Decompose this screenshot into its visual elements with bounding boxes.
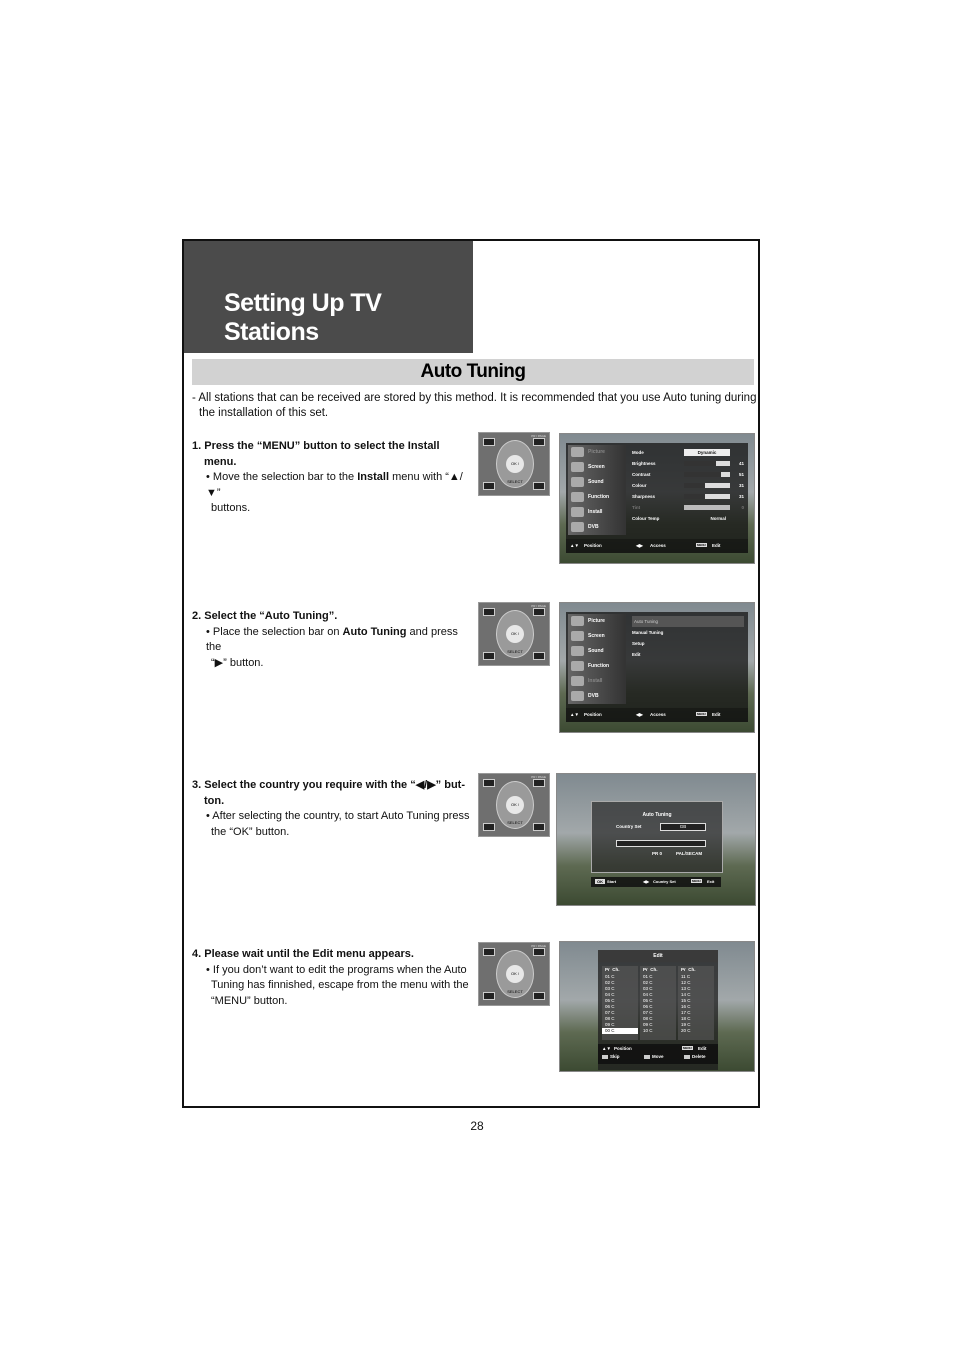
col-ch: Ch. [612,967,620,972]
level-bar [684,461,730,466]
ok-button-icon: OK / SELECT [506,796,524,814]
dialog-title: Auto Tuning [642,812,672,818]
osd-menu-panel [566,443,748,539]
vol-up-icon [533,948,545,956]
page-title: Setting Up TV Stations [224,289,382,346]
sidebar-item-function: Function [568,659,626,674]
vol-down-icon [533,482,545,490]
col-pr: Pr [681,967,686,972]
list-item: 20 C [681,1028,691,1033]
pr-up-icon [483,948,495,956]
list-item: 13 C [681,986,691,991]
country-label: Country Set [616,824,642,829]
section-bar [192,359,754,385]
col-ch: Ch. [650,967,658,972]
hint-position: Position [614,1046,632,1051]
menu-sidebar [568,445,626,535]
edit-column-2 [640,966,676,1040]
step-4 [192,947,474,1009]
list-item: 08 C [605,1016,615,1021]
hint-access: Access [650,543,666,548]
level-fill [684,461,716,466]
pr-up-icon [483,608,495,616]
pr-readout [652,851,662,856]
sidebar-item-install: Install [568,674,626,689]
column-header [640,966,676,974]
hint-edit: Edit [698,1046,707,1051]
list-item: 14 C [681,992,691,997]
ok-button-icon: OK / SELECT [506,455,524,473]
osd-hint-bar [566,708,748,722]
step-1 [192,439,474,517]
sidebar-item-sound: Sound [568,475,626,490]
list-item: 15 C [681,998,691,1003]
hint-position: Position [584,543,602,548]
level-fill [684,494,705,499]
system-readout: PAL/SECAM [676,851,703,856]
step-3-title-cont: ton. [204,794,225,807]
list-item: 03 C [643,986,653,991]
step-3-bullet-cont: the “OK” button. [211,825,290,838]
step-4-bullet-cont-1: Tuning has finnished, escape from the menu with the [211,979,469,991]
list-item: 03 C [605,986,615,991]
leftright-icon: ◀▶ [636,712,643,717]
pr-down-icon [483,652,495,660]
edit-hint-bar [598,1044,718,1064]
intro-line-1: - All stations that can be received are stored by this method. It is recommended that you use Auto tuning during [192,392,757,404]
menu-key-icon: MENU [697,712,706,716]
row-label: Sharpness [632,494,656,499]
row-tint [632,502,744,513]
hint-move: Move [652,1054,664,1059]
hint-access: Access [650,712,666,717]
page-number: 28 [470,1119,484,1133]
list-item: 18 C [681,1016,691,1021]
hint-delete: Delete [692,1054,706,1059]
pr-up-icon [483,779,495,787]
vol-down-icon [533,652,545,660]
list-item: 05 C [643,998,653,1003]
edit-column-1 [602,966,638,1040]
tv-screen-picture-menu [559,433,755,564]
row-colour-temp [632,513,744,524]
list-item: 06 C [605,1004,615,1009]
row-colour [632,480,744,491]
step-4-bullet-cont-2: “MENU” button. [211,994,288,1007]
step-2-bullet-bold: Auto Tuning [342,625,407,638]
row-contrast [632,469,744,480]
list-item: 12 C [681,980,691,985]
step-4-bullet: • If you don’t want to edit the programs when the Auto [206,963,467,976]
edit-panel [598,950,718,1070]
remote-illustration-3 [478,773,550,837]
leftright-icon: ◀▶ [643,879,650,884]
remote-illustration-4 [478,942,550,1006]
col-pr: Pr [605,967,610,972]
step-1-title: 1. Press the “MENU” button to select the Install [192,440,440,452]
row-setup: Setup [632,641,645,646]
step-2-bullet [192,625,474,656]
pr-down-icon [483,482,495,490]
list-item: 05 C [605,998,615,1003]
picture-rows [632,447,744,524]
row-value: 0 [741,505,744,510]
sidebar-item-screen: Screen [568,460,626,475]
row-label: Mode [632,450,644,455]
hint-edit: Edit [712,712,721,717]
hint-position: Position [584,712,602,717]
delete-key-icon [684,1055,690,1059]
list-item: 01 C [605,974,615,979]
step-1-title-cont: menu. [204,455,237,468]
list-item: 04 C [643,992,653,997]
step-2-title: 2. Select the “Auto Tuning”. [192,610,338,622]
list-item: 09 C [643,1022,653,1027]
list-item: 01 C [643,974,653,979]
hint-exit: Exit [707,879,715,884]
sidebar-item-screen: Screen [568,629,626,644]
pr-down-icon [483,992,495,1000]
row-label: Colour Temp [632,516,660,521]
auto-tuning-dialog [591,801,723,873]
list-item: 09 C [605,1022,615,1027]
updown-icon: ▲▼ [602,1046,611,1051]
remote-illustration-1 [478,432,550,496]
sidebar-item-install: Install [568,505,626,520]
column-header [602,966,638,974]
level-bar [684,505,730,510]
list-item: 07 C [643,1010,653,1015]
row-brightness [632,458,744,469]
edit-title: Edit [598,950,718,962]
row-label: Brightness [632,461,656,466]
level-bar [684,494,730,499]
row-value: 31 [738,483,744,488]
list-item: 08 C [643,1016,653,1021]
column-header [678,966,714,974]
row-label: Contrast [632,472,651,477]
row-edit: Edit [632,652,641,657]
leftright-icon: ◀▶ [636,543,643,548]
step-2-bullet-c: and press the [206,625,458,653]
list-item: 06 C [643,1004,653,1009]
step-2-bullet-cont: “▶” button. [211,656,264,669]
step-1-bullet-cont: buttons. [211,502,251,514]
sidebar-item-picture: Picture [568,614,626,629]
list-item: 19 C [681,1022,691,1027]
step-1-bullet-a: • Move the selection bar to the [206,471,358,483]
sidebar-item-dvb: DVB [568,520,626,535]
pr-down-icon [483,823,495,831]
level-fill [684,472,721,477]
move-key-icon [644,1055,650,1059]
country-value: GB [660,823,706,831]
level-bar [684,483,730,488]
updown-icon: ▲▼ [570,543,579,548]
list-item: 10 C [643,1028,653,1033]
row-value: 51 [738,472,744,477]
list-item: 11 C [681,974,691,979]
osd-hint-bar [591,877,721,887]
ok-button-icon: OK / SELECT [506,625,524,643]
header-block [184,241,473,353]
step-1-bullet [192,470,474,501]
row-sharpness [632,491,744,502]
list-item: 17 C [681,1010,691,1015]
tv-screen-install-menu [559,602,755,733]
vol-down-icon [533,992,545,1000]
progress-bar [616,840,706,847]
list-item: 02 C [605,980,615,985]
mode-value: Dynamic [684,449,730,456]
pr-page-label: PR / PAGE [531,604,546,608]
osd-hint-bar [566,539,748,553]
row-value: 31 [738,494,744,499]
hint-start: Start [607,879,617,884]
sidebar-item-sound: Sound [568,644,626,659]
step-1-bullet-bold: Install [357,471,390,483]
page-frame [182,239,760,1108]
row-value: Normal [710,516,726,521]
vol-down-icon [533,823,545,831]
ok-key-icon: OK [597,879,603,884]
pr-value: 0 [659,851,663,856]
vol-up-icon [533,779,545,787]
list-item: 04 C [605,992,615,997]
menu-sidebar [568,614,626,704]
col-ch: Ch. [688,967,696,972]
vol-up-icon [533,608,545,616]
step-2-bullet-a: • Place the selection bar on [206,625,343,638]
vol-up-icon [533,438,545,446]
hint-country: Country Set [653,879,676,884]
sidebar-item-dvb: DVB [568,689,626,704]
step-3-bullet: • After selecting the country, to start Auto Tuning press [206,810,470,822]
row-mode [632,447,744,458]
install-rows [632,616,744,660]
section-title: Auto Tuning [420,361,526,382]
intro-text [192,391,758,421]
edit-column-3 [678,966,714,1040]
step-1-bullet-c: menu with “▲/▼” [206,471,463,499]
col-pr: Pr [643,967,648,972]
list-item-selected: 00 C [602,1028,638,1034]
sidebar-item-function: Function [568,490,626,505]
skip-key-icon [602,1055,608,1059]
tv-screen-edit [559,941,755,1072]
pr-up-icon [483,438,495,446]
list-item: 02 C [643,980,653,985]
pr-page-label: PR / PAGE [531,434,546,438]
row-auto-tuning: Auto Tuning [632,616,744,627]
pr-page-label: PR / PAGE [531,775,546,779]
list-item: 07 C [605,1010,615,1015]
hint-edit: Edit [712,543,721,548]
ok-button-icon: OK / SELECT [506,965,524,983]
row-label: Colour [632,483,647,488]
sidebar-item-picture: Picture [568,445,626,460]
row-label: Tint [632,505,641,510]
step-3-title: 3. Select the country you require with the “◀/▶” but- [192,779,466,791]
list-item: 16 C [681,1004,691,1009]
osd-menu-panel [566,612,748,708]
updown-icon: ▲▼ [570,712,579,717]
menu-key-icon: MENU [692,879,701,883]
step-3 [192,778,474,840]
menu-key-icon: MENU [683,1046,692,1050]
pr-label: PR [652,851,659,856]
menu-key-icon: MENU [697,543,706,547]
level-bar [684,472,730,477]
step-4-title: 4. Please wait until the Edit menu appears. [192,948,414,960]
step-2 [192,609,474,671]
pr-page-label: PR / PAGE [531,944,546,948]
remote-illustration-2 [478,602,550,666]
intro-line-2: the installation of this set. [199,407,329,419]
row-value: 41 [738,461,744,466]
tv-screen-auto-tuning [556,773,756,906]
row-manual-tuning: Manual Tuning [632,630,664,635]
level-fill [684,483,705,488]
hint-skip: Skip [610,1054,620,1059]
